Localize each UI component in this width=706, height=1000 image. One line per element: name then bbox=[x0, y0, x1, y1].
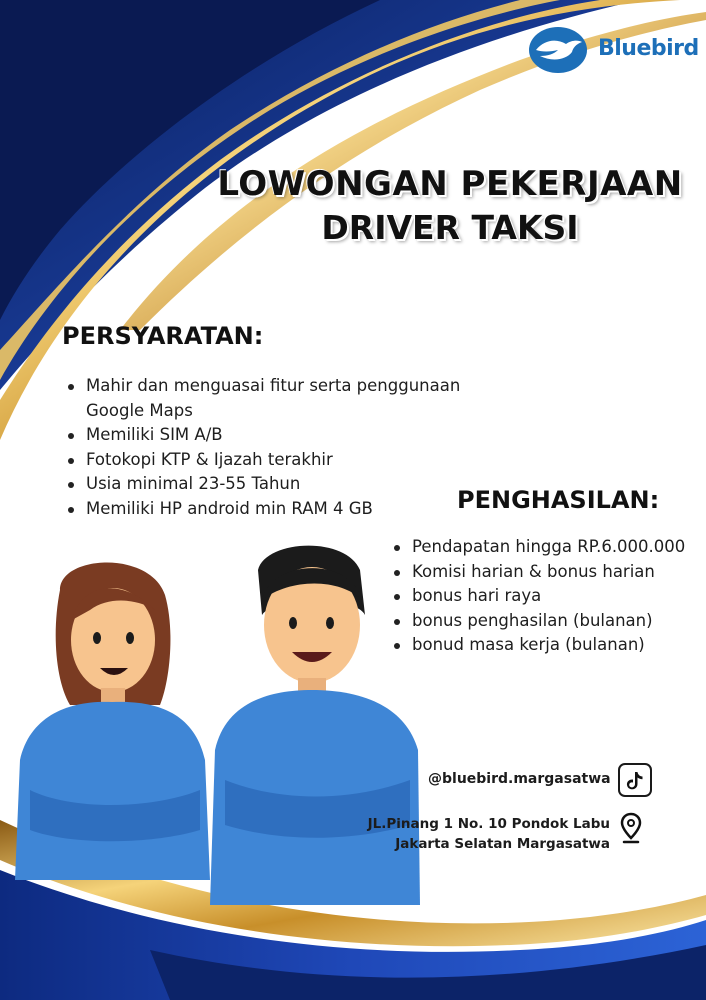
poster-title-line2: DRIVER TAKSI bbox=[321, 208, 579, 247]
income-item: bonud masa kerja (bulanan) bbox=[390, 633, 706, 658]
address-line2: Jakarta Selatan Margasatwa bbox=[395, 836, 610, 852]
location-pin-icon bbox=[620, 812, 642, 846]
income-heading: PENGHASILAN: bbox=[457, 486, 660, 514]
income-item: bonus hari raya bbox=[390, 584, 706, 609]
address-line1: JL.Pinang 1 No. 10 Pondok Labu bbox=[367, 816, 610, 832]
requirement-item: Memiliki HP android min RAM 4 GB bbox=[64, 497, 504, 522]
bluebird-logo bbox=[526, 24, 698, 76]
requirement-item: Memiliki SIM A/B bbox=[64, 423, 504, 448]
income-item: Pendapatan hingga RP.6.000.000 bbox=[390, 535, 706, 560]
requirement-item: Fotokopi KTP & Ijazah terakhir bbox=[64, 448, 504, 473]
bluebird-bird-icon bbox=[526, 24, 590, 76]
tiktok-icon bbox=[618, 763, 652, 797]
brand-name: Bluebird bbox=[598, 36, 699, 61]
male-driver-illustration bbox=[210, 546, 420, 905]
tiktok-handle: @bluebird.margasatwa bbox=[428, 771, 611, 787]
poster-title-line1: LOWONGAN PEKERJAAN bbox=[217, 164, 683, 204]
drivers-illustration bbox=[0, 540, 440, 940]
income-item: bonus penghasilan (bulanan) bbox=[390, 609, 706, 634]
requirements-list bbox=[64, 374, 504, 521]
requirement-item: Usia minimal 23-55 Tahun bbox=[64, 472, 504, 497]
income-item: Komisi harian & bonus harian bbox=[390, 560, 706, 585]
requirements-heading: PERSYARATAN: bbox=[62, 322, 264, 350]
requirement-item: Mahir dan menguasai fitur serta penggunaan Google Maps bbox=[64, 374, 504, 423]
female-driver-illustration bbox=[15, 563, 210, 881]
